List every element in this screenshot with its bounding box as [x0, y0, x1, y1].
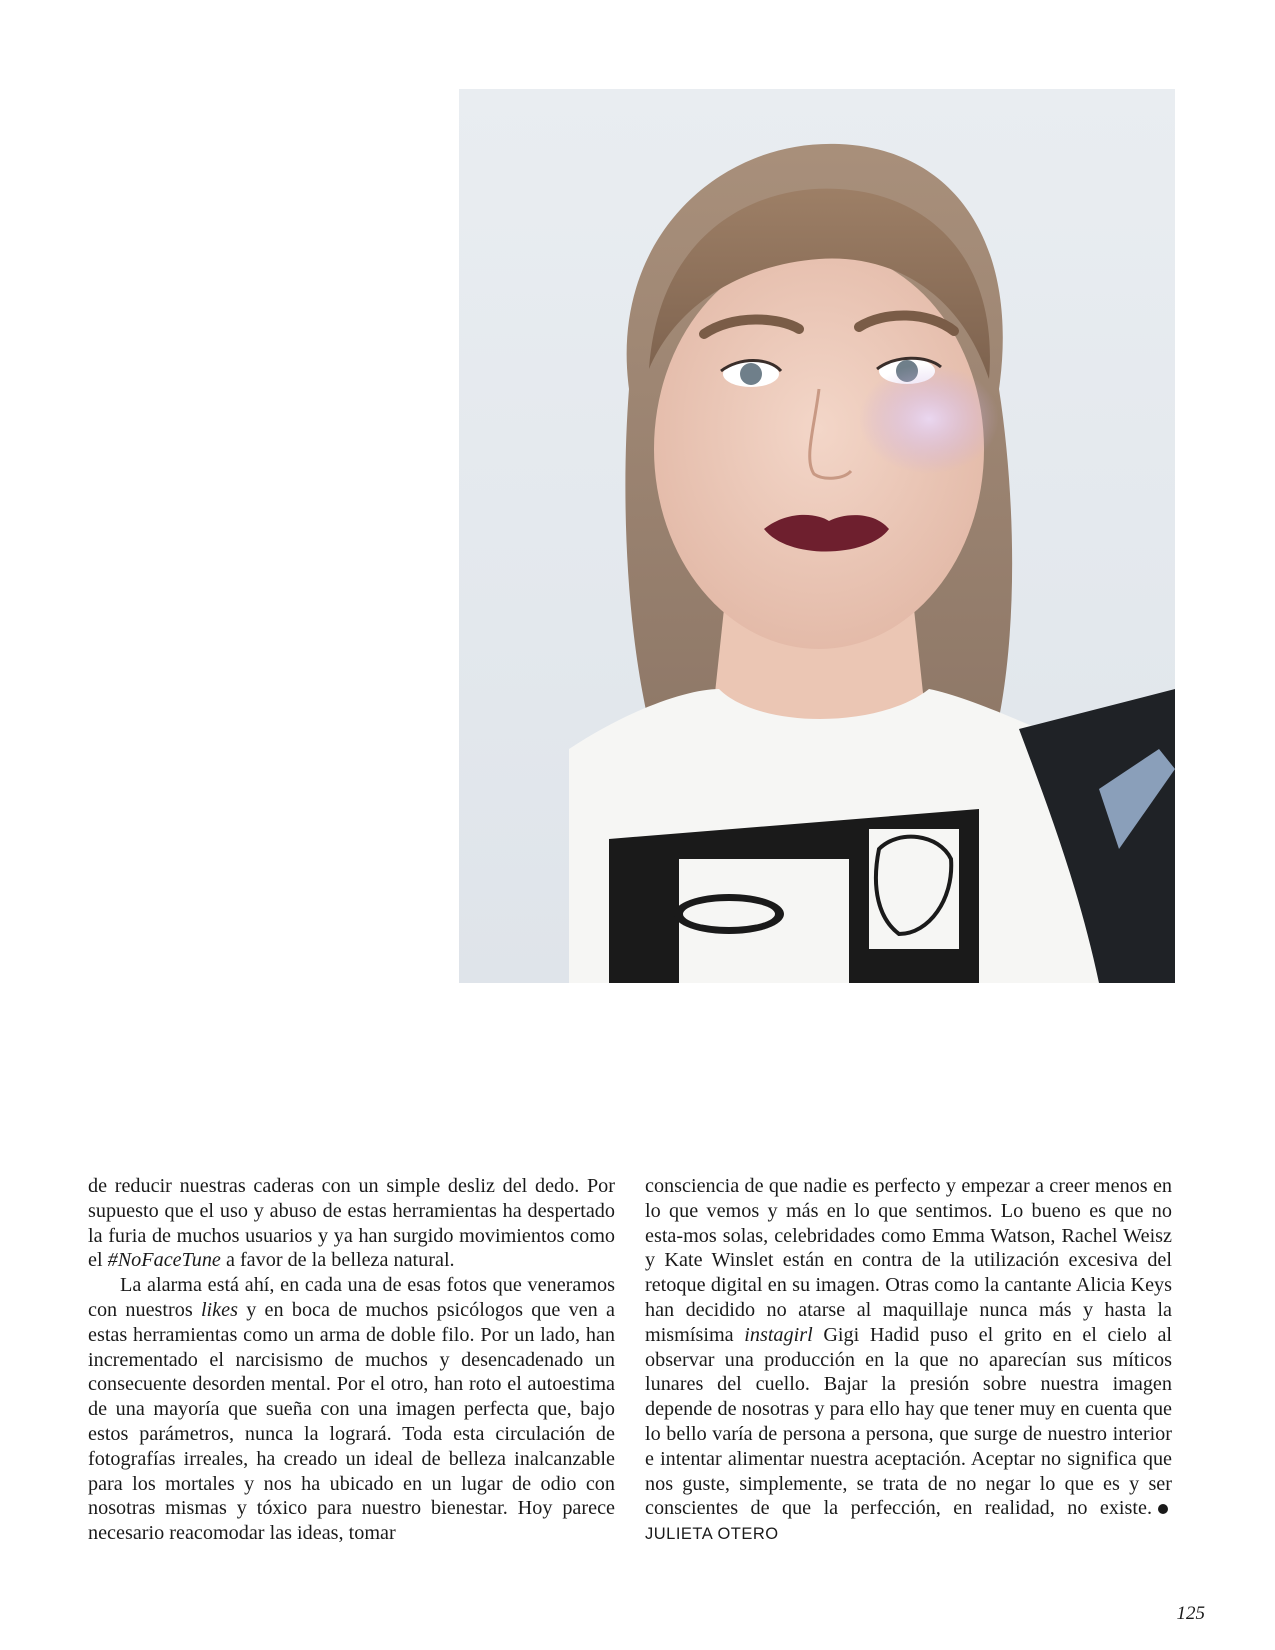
- text-run: y en boca de muchos psicólogos que ven a estas herramientas como un arma de doble filo. Por un lado, han incrementado el narcisismo de muchos y desencadenado un consecuente desorden mental. Por el otro, han roto el autoestima de una mayoría que sueña con una imagen perfecta que, bajo estos parámetros, nunca la logrará. Toda esta circulación de fotografías irreales, ha creado un ideal de belleza inalcanzable para los mortales y nos ha ubicado en un lugar de odio con nosotras mismas y tóxico para nuestro bienestar. Hoy parece necesario reacomodar las ideas, tomar: [88, 1298, 615, 1545]
- paragraph: [88, 1273, 615, 1546]
- text-run: Gigi Hadid puso el grito en el cielo al observar una producción en la que no aparecían sus míticos lunares del cuello. Bajar la presión sobre nuestra imagen depende de nosotras y para ello hay que tener muy en cuenta que lo bello varía de persona a persona, que surge de nuestro interior e intentar alimentar nuestra aceptación. Aceptar no significa que nos guste, simplemente, se trata de no negar lo que es y ser conscientes de que la perfección, en realidad, no existe.: [645, 1323, 1173, 1520]
- hashtag: #NoFaceTune: [107, 1249, 221, 1272]
- text-run: de reducir nuestras caderas con un simple desliz del dedo. Por supuesto que el uso y abuso de estas herramientas ha despertado la furia de muchos usuarios y ya han surgido movimientos como el: [88, 1175, 615, 1272]
- emphasis: likes: [200, 1298, 238, 1321]
- paragraph: [645, 1174, 1172, 1547]
- page-number: 125: [1176, 1603, 1205, 1624]
- bullet-dot-icon: [1158, 1504, 1168, 1514]
- portrait-photo: [459, 89, 1175, 983]
- author-byline: JULIETA OTERO: [645, 1525, 779, 1544]
- paragraph: [88, 1174, 615, 1273]
- text-run: a favor de la belleza natural.: [220, 1249, 455, 1272]
- text-run: consciencia de que nadie es perfecto y empezar a creer menos en lo que vemos y más en lo que sentimos. Lo bueno es que no esta-mos solas, celebridades como Emma Watson, Rachel Weisz y Kate Winslet están en contra de la utilización excesiva del retoque digital en su imagen. Otras como la cantante Alicia Keys han decidido no atarse al maquillaje nunca más y hasta la mismísima: [645, 1175, 1172, 1346]
- article-column-right: [645, 1174, 1172, 1547]
- text-run: La alarma está ahí, en cada una de esas fotos que veneramos con nuestros: [88, 1274, 615, 1321]
- emphasis: instagirl: [744, 1323, 813, 1346]
- article-column-left: [88, 1174, 615, 1546]
- portrait-illustration: [459, 89, 1175, 983]
